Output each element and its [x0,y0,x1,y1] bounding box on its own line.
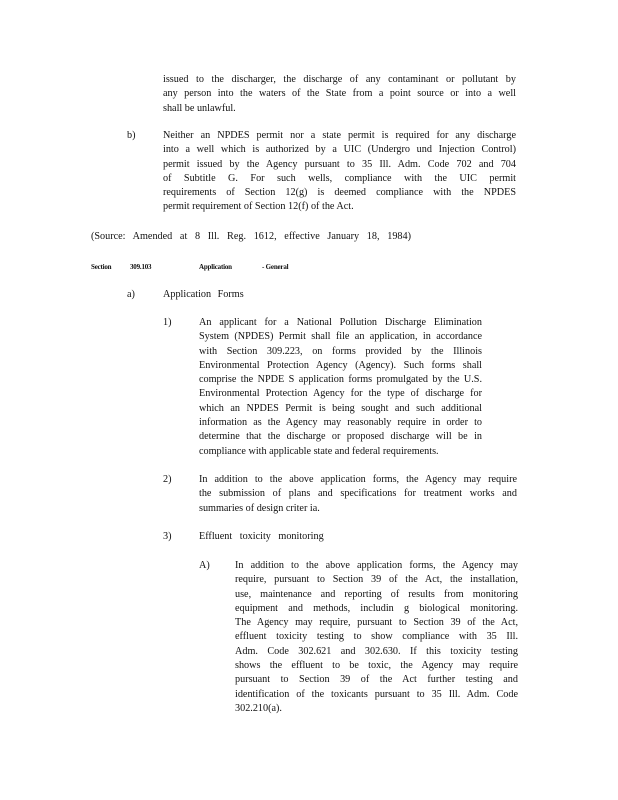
section-subtitle: - General [262,263,289,271]
item-A-line: pursuant to Section 39 of the Act further testing and [235,674,518,686]
item-a-heading: Application Forms [163,289,244,300]
section-title: Application [199,263,232,271]
item-b-paragraph [163,129,516,215]
item-b-line: permit requirement of Section 12(f) of the Act. [163,201,354,213]
item-3-label: 3) [163,531,172,542]
item-A-line: The Agency may require, pursuant to Section 39 of the Act, [235,617,518,629]
item-1-line: comprise the NPDE S application forms promulgated by the U.S. [199,374,482,386]
item-A-line: use, maintenance and reporting of results from monitoring [235,588,518,600]
source-note [91,230,411,244]
item-A-line: identification of the toxicants pursuant to 35 Ill. Adm. Code [235,688,518,700]
section-number: 309.103 [130,263,152,271]
item-A-line: equipment and methods, includin g biological monitoring. [235,602,518,614]
source-line: (Source: Amended at 8 Ill. Reg. 1612, effective January 18, 1984) [91,231,411,242]
item-3-heading: Effluent toxicity monitoring [199,531,324,542]
item-A-label: A) [199,560,210,571]
intro-paragraph [163,73,516,116]
item-1-line: System (NPDES) Permit shall file an application, in accordance [199,331,482,343]
item-b-line: requirements of Section 12(g) is deemed compliance with the NPDES [163,187,516,199]
intro-line: issued to the discharger, the discharge of any contaminant or pollutant by [163,74,516,85]
item-1-line: An applicant for a National Pollution Discharge Elimination [199,317,482,328]
item-A-line: effluent toxicity testing to show compliance with 35 Ill. [235,631,518,643]
item-1-paragraph [199,316,482,459]
item-2-line: summaries of design criter ia. [199,502,320,514]
item-b-line: of Subtitle G. For such wells, compliance with the UIC permit [163,172,516,184]
item-b-line: Neither an NPDES permit nor a state permit is required for any discharge [163,130,516,141]
item-2-label: 2) [163,474,172,485]
item-1-line: Environmental Protection Agency for the type of discharge for [199,388,482,400]
section-label: Section [91,263,112,271]
item-A-paragraph [235,559,518,716]
item-1-line: Environmental Protection Agency (Agency). Such forms shall [199,359,482,371]
item-1-label: 1) [163,317,172,328]
item-b-label: b) [127,130,136,141]
intro-line: any person into the waters of the State from a point source or into a well [163,88,516,100]
item-A-line: 302.210(a). [235,702,282,714]
item-A-line: Adm. Code 302.621 and 302.630. If this toxicity testing [235,645,518,657]
item-a-label: a) [127,289,135,300]
item-1-line: information as the Agency may reasonably require in order to [199,417,482,429]
item-2-paragraph [199,473,517,516]
item-A-line: In addition to the above application forms, the Agency may [235,560,518,571]
item-2-line: In addition to the above application forms, the Agency may require [199,474,517,485]
item-1-line: with Section 309.223, on forms provided by the Illinois [199,345,482,357]
item-2-line: the submission of plans and specifications for treatment works and [199,488,517,500]
item-b-line: into a well which is authorized by a UIC (Undergro und Injection Control) [163,144,516,156]
item-A-line: shows the effluent to be toxic, the Agency may require [235,660,518,672]
item-1-line: determine that the discharge or proposed discharge will be in [199,431,482,443]
intro-line: shall be unlawful. [163,102,236,114]
item-A-line: require, pursuant to Section 39 of the Act, the installation, [235,574,518,586]
item-1-line: which an NPDES Permit is being sought and such additional [199,402,482,414]
item-b-line: permit issued by the Agency pursuant to 35 Ill. Adm. Code 702 and 704 [163,158,516,170]
item-1-line: compliance with applicable state and federal requirements. [199,445,439,457]
